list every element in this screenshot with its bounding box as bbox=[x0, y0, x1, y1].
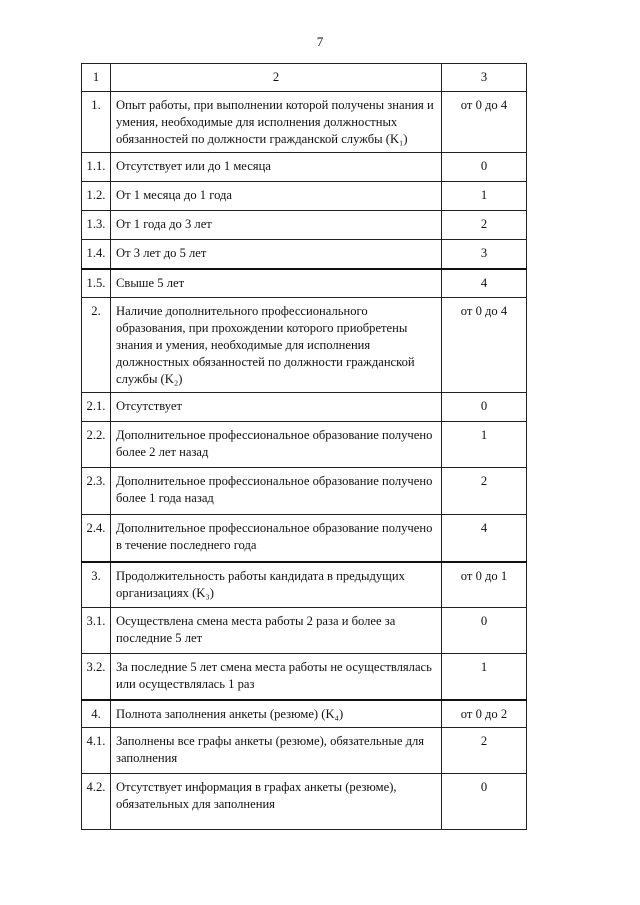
row-points: 0 bbox=[442, 608, 527, 654]
row-number: 2.1. bbox=[82, 393, 111, 422]
row-number: 2.2. bbox=[82, 422, 111, 468]
table-row bbox=[82, 562, 527, 608]
table-row bbox=[82, 774, 527, 830]
row-number: 1.5. bbox=[82, 269, 111, 298]
table-row bbox=[82, 211, 527, 240]
row-criterion: От 1 года до 3 лет bbox=[111, 211, 442, 240]
row-number: 1.1. bbox=[82, 153, 111, 182]
row-points: 0 bbox=[442, 774, 527, 830]
row-points: 2 bbox=[442, 468, 527, 515]
table-row bbox=[82, 269, 527, 298]
table-row bbox=[82, 393, 527, 422]
row-number: 4.2. bbox=[82, 774, 111, 830]
row-number: 1. bbox=[82, 92, 111, 153]
row-criterion: Дополнительное профессиональное образование получено более 1 года назад bbox=[111, 468, 442, 515]
row-criterion: Отсутствует информация в графах анкеты (резюме), обязательных для заполнения bbox=[111, 774, 442, 830]
row-number: 1.4. bbox=[82, 240, 111, 269]
table-header-row bbox=[82, 64, 527, 92]
table-row bbox=[82, 422, 527, 468]
row-criterion: Опыт работы, при выполнении которой получены знания и умения, необходимые для исполнения должностных обязанностей по должности гражданской службы (K₁) bbox=[111, 92, 442, 153]
row-points: от 0 до 4 bbox=[442, 92, 527, 153]
table-row bbox=[82, 468, 527, 515]
row-points: 3 bbox=[442, 240, 527, 269]
table-row bbox=[82, 728, 527, 774]
row-number: 3.2. bbox=[82, 654, 111, 700]
row-points: 1 bbox=[442, 654, 527, 700]
table-row bbox=[82, 240, 527, 269]
table-row bbox=[82, 92, 527, 153]
row-number: 3. bbox=[82, 562, 111, 608]
row-criterion: Полнота заполнения анкеты (резюме) (K₄) bbox=[111, 700, 442, 728]
row-points: 4 bbox=[442, 269, 527, 298]
row-number: 1.2. bbox=[82, 182, 111, 211]
table-row bbox=[82, 298, 527, 393]
row-points: 2 bbox=[442, 211, 527, 240]
row-criterion: Дополнительное профессиональное образование получено в течение последнего года bbox=[111, 515, 442, 562]
table-row bbox=[82, 515, 527, 562]
criteria-table bbox=[81, 63, 527, 830]
table-row bbox=[82, 700, 527, 728]
header-col-1: 1 bbox=[82, 64, 111, 92]
header-col-3: 3 bbox=[442, 64, 527, 92]
row-criterion: Свыше 5 лет bbox=[111, 269, 442, 298]
row-points: 1 bbox=[442, 422, 527, 468]
header-col-2: 2 bbox=[111, 64, 442, 92]
table-row bbox=[82, 182, 527, 211]
row-criterion: Осуществлена смена места работы 2 раза и более за последние 5 лет bbox=[111, 608, 442, 654]
row-points: 1 bbox=[442, 182, 527, 211]
page-number: 7 bbox=[316, 34, 324, 49]
row-criterion: От 1 месяца до 1 года bbox=[111, 182, 442, 211]
row-points: от 0 до 2 bbox=[442, 700, 527, 728]
row-points: 4 bbox=[442, 515, 527, 562]
row-criterion: Заполнены все графы анкеты (резюме), обязательные для заполнения bbox=[111, 728, 442, 774]
row-points: 0 bbox=[442, 393, 527, 422]
row-criterion: Отсутствует или до 1 месяца bbox=[111, 153, 442, 182]
row-points: от 0 до 1 bbox=[442, 562, 527, 608]
row-criterion: Дополнительное профессиональное образование получено более 2 лет назад bbox=[111, 422, 442, 468]
row-number: 2.3. bbox=[82, 468, 111, 515]
row-points: от 0 до 4 bbox=[442, 298, 527, 393]
row-criterion: Наличие дополнительного профессионального образования, при прохождении которого приобретены знания и умения, необходимые для исполнения должностных обязанностей по должности гражданской службы (K₂) bbox=[111, 298, 442, 393]
table-row bbox=[82, 608, 527, 654]
row-criterion: За последние 5 лет смена места работы не осуществлялась или осуществлялась 1 раз bbox=[111, 654, 442, 700]
row-number: 1.3. bbox=[82, 211, 111, 240]
row-points: 0 bbox=[442, 153, 527, 182]
table-row bbox=[82, 654, 527, 700]
row-number: 3.1. bbox=[82, 608, 111, 654]
table-row bbox=[82, 153, 527, 182]
row-number: 2.4. bbox=[82, 515, 111, 562]
row-criterion: Отсутствует bbox=[111, 393, 442, 422]
row-points: 2 bbox=[442, 728, 527, 774]
row-criterion: От 3 лет до 5 лет bbox=[111, 240, 442, 269]
row-number: 4. bbox=[82, 700, 111, 728]
row-criterion: Продолжительность работы кандидата в предыдущих организациях (K₃) bbox=[111, 562, 442, 608]
row-number: 4.1. bbox=[82, 728, 111, 774]
row-number: 2. bbox=[82, 298, 111, 393]
